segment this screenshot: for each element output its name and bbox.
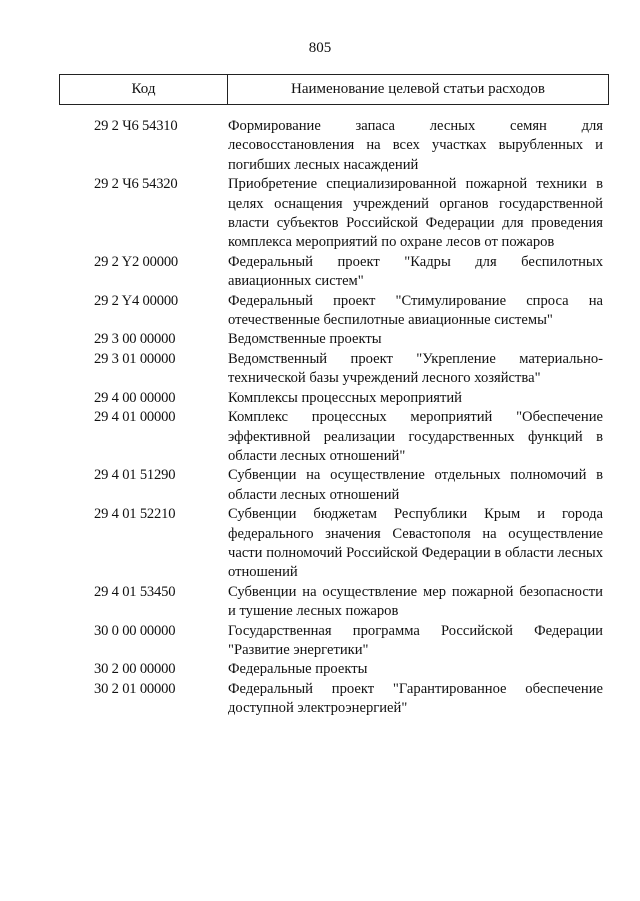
row-code: 30 0 00 00000	[94, 622, 176, 639]
row-code: 29 4 01 52210	[94, 506, 176, 523]
row-code: 29 4 01 00000	[94, 409, 176, 426]
table-row	[0, 505, 640, 583]
table-row	[0, 292, 640, 331]
row-name: Комплексы процессных мероприятий	[228, 389, 462, 406]
row-code: 29 4 01 51290	[94, 467, 176, 484]
row-name: Субвенции бюджетам Республики Крым и города федерального значения Севастополя на осуществление части полномочий Российской Федерации в области лесных отношений	[228, 506, 603, 581]
row-name: Государственная программа Российской Федерации "Развитие энергетики"	[228, 622, 603, 658]
row-code: 30 2 00 00000	[94, 661, 176, 678]
row-name: Федеральный проект "Гарантированное обеспечение доступной электроэнергией"	[228, 680, 603, 717]
row-name: Федеральный проект "Кадры для беспилотных авиационных систем"	[228, 253, 603, 290]
row-code: 29 4 01 53450	[94, 583, 176, 600]
row-name: Федеральные проекты	[228, 661, 368, 678]
row-code: 29 2 Ч6 54310	[94, 118, 178, 134]
row-name: Ведомственный проект "Укрепление материально-технической базы учреждений лесного хозяйства"	[228, 350, 603, 387]
row-name: Приобретение специализированной пожарной техники в целях оснащения учреждений органов государственной власти субъектов Российской Федерации для проведения комплекса мероприятий по охране лесов от пожаров	[228, 176, 603, 251]
row-name: Субвенции на осуществление отдельных полномочий в области лесных отношений	[228, 467, 603, 503]
row-name: Формирование запаса лесных семян для лесовосстановления на всех участках вырубленных и погибших лесных насаждений	[228, 118, 603, 173]
row-name: Субвенции на осуществление мер пожарной безопасности и тушение лесных пожаров	[228, 583, 603, 620]
table-row	[0, 680, 640, 719]
table-row	[0, 389, 640, 408]
row-code: 29 3 00 00000	[94, 331, 176, 348]
row-code: 29 2 Y2 00000	[94, 253, 179, 270]
table-row	[0, 350, 640, 389]
table-row	[0, 583, 640, 622]
table-row	[0, 175, 640, 253]
table-body	[0, 117, 640, 719]
row-code: 29 2 Y4 00000	[94, 292, 179, 309]
code-column-header: Код	[60, 75, 228, 104]
row-code: 29 2 Ч6 54320	[94, 176, 178, 193]
row-name: Федеральный проект "Стимулирование спроса на отечественные беспилотные авиационные системы"	[228, 292, 603, 329]
page-number: 805	[308, 40, 332, 56]
table-row	[0, 117, 640, 175]
name-column-header: Наименование целевой статьи расходов	[291, 81, 545, 97]
table-header	[59, 74, 609, 105]
row-code: 29 3 01 00000	[94, 350, 176, 367]
row-name: Ведомственные проекты	[228, 331, 382, 348]
table-row	[0, 408, 640, 466]
row-name: Комплекс процессных мероприятий "Обеспечение эффективной реализации государственных функций в области лесных отношений"	[228, 409, 603, 464]
table-row	[0, 330, 640, 349]
table-row	[0, 253, 640, 292]
table-row	[0, 466, 640, 505]
row-code: 30 2 01 00000	[94, 680, 176, 697]
table-row	[0, 622, 640, 661]
row-code: 29 4 00 00000	[94, 389, 176, 406]
table-row	[0, 660, 640, 679]
